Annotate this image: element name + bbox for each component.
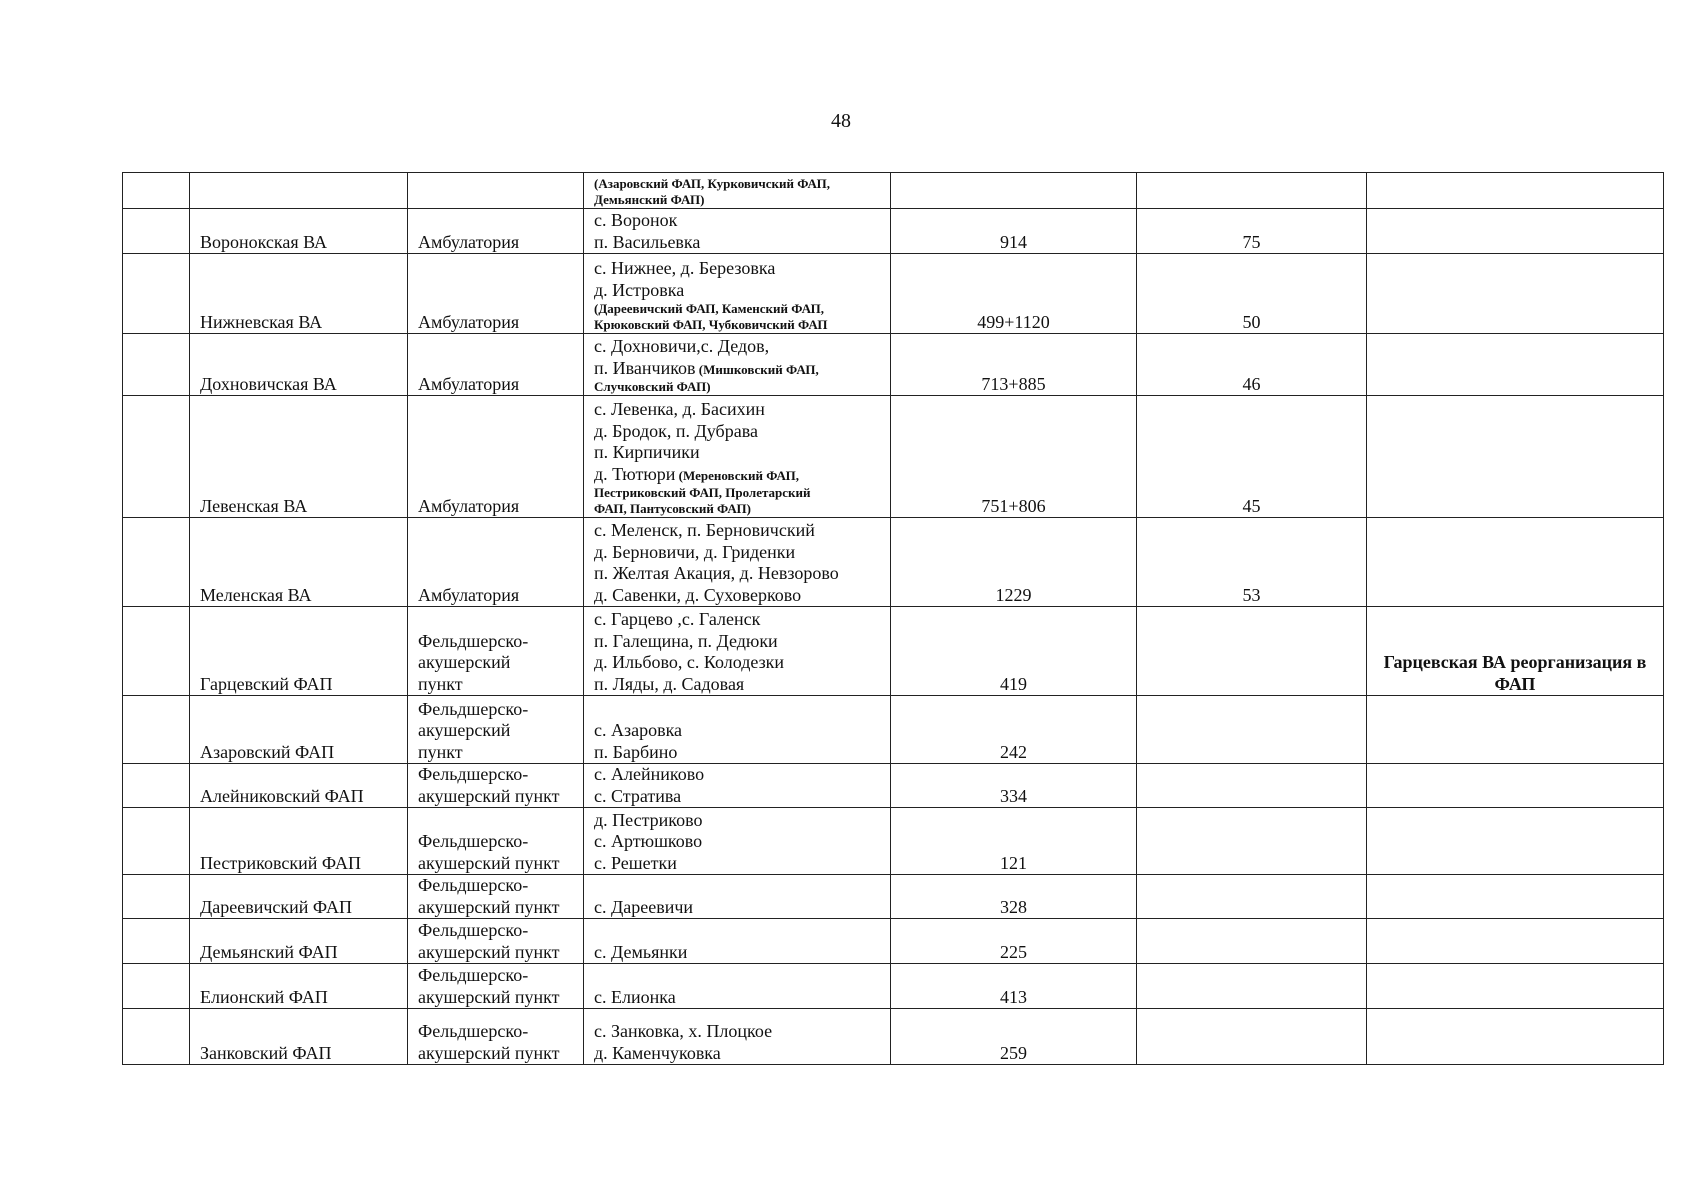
settlement-line: д. Савенки, д. Суховерково [594,584,802,605]
number-cell [123,964,190,1009]
number-cell [123,254,190,334]
settlement-line: с. Азаровка [594,720,683,740]
staff-cell [1137,875,1367,919]
settlement-line: с. Демьянки [594,941,688,962]
facility-type-cell: Амбулатория [408,396,584,518]
settlements-cell [584,696,891,764]
settlements-cell [584,396,891,518]
number-cell [123,607,190,696]
facility-name-cell: Меленская ВА [190,518,408,607]
staff-cell [1137,808,1367,875]
settlements-cell [584,808,891,875]
staff-cell: 46 [1137,334,1367,396]
number-cell [123,696,190,764]
population-cell: 121 [891,808,1137,875]
staff-cell [1137,764,1367,808]
settlement-line: с. Дареевичи [594,896,694,917]
population-cell: 1229 [891,518,1137,607]
settlements-cell [584,334,891,396]
settlement-line: с. Елионка [594,986,676,1007]
facility-type-cell: Фельдшерско- акушерский пункт [408,1009,584,1065]
reorganization-note: Гарцевская ВА реорганизация в ФАП [1383,652,1647,694]
settlements-cell [584,875,891,919]
note-cell [1367,396,1664,518]
population-cell [891,173,1137,209]
facility-type-cell: Амбулатория [408,518,584,607]
table-row [123,919,1664,964]
table-row [123,696,1664,764]
settlement-line: с. Занковка, х. Плоцкое [594,1021,773,1041]
staff-cell: 75 [1137,209,1367,254]
number-cell [123,518,190,607]
note-cell [1367,607,1664,696]
note-cell [1367,875,1664,919]
population-cell: 499+1120 [891,254,1137,334]
table-row [123,1009,1664,1065]
settlement-line: с. Алейниково [594,764,705,784]
table-row [123,607,1664,696]
staff-cell [1137,607,1367,696]
attached-fap-note: Пестриковский ФАП, Пролетарский ФАП, Пантусовский ФАП) [594,485,811,516]
settlements-cell [584,518,891,607]
settlement-line: п. Барбино [594,741,678,762]
settlement-line: д. Каменчуковка [594,1042,721,1063]
settlements-cell [584,764,891,808]
settlement-line: с. Стратива [594,785,682,806]
table-row [123,764,1664,808]
table-row [123,808,1664,875]
settlement-line: д. Бродок, п. Дубрава [594,420,758,441]
table-row [123,209,1664,254]
table-row [123,518,1664,607]
number-cell [123,209,190,254]
note-cell [1367,209,1664,254]
settlement-inline: п. Иванчиков [594,357,696,378]
settlements-cell [584,173,891,209]
note-cell [1367,696,1664,764]
note-cell [1367,254,1664,334]
settlement-line: д. Пестриково [594,809,703,830]
number-cell [123,919,190,964]
staff-cell [1137,919,1367,964]
population-cell: 259 [891,1009,1137,1065]
note-cell [1367,808,1664,875]
note-cell [1367,964,1664,1009]
number-cell [123,396,190,518]
population-cell: 419 [891,607,1137,696]
population-cell: 242 [891,696,1137,764]
note-cell [1367,1009,1664,1065]
facility-name-cell: Воронокская ВА [190,209,408,254]
facilities-table [122,172,1664,1065]
settlement-line: п. Васильевка [594,231,701,252]
staff-cell [1137,1009,1367,1065]
population-cell: 914 [891,209,1137,254]
number-cell [123,173,190,209]
settlements-cell [584,919,891,964]
staff-cell: 45 [1137,396,1367,518]
table-row [123,875,1664,919]
facility-name-cell: Пестриковский ФАП [190,808,408,875]
number-cell [123,764,190,808]
settlement-inline: д. Тютюри [594,463,676,484]
settlement-line [594,358,880,380]
facility-name-cell: Дохновичская ВА [190,334,408,396]
facility-type-cell: Амбулатория [408,254,584,334]
settlement-line: с. Решетки [594,852,677,873]
settlement-line: с. Меленск, п. Берновичский [594,520,815,540]
population-cell: 328 [891,875,1137,919]
settlement-line: п. Желтая Акация, д. Невзорово [594,563,839,583]
settlement-line: с. Нижнее, д. Березовка [594,258,776,278]
note-cell [1367,764,1664,808]
facility-name-cell: Гарцевский ФАП [190,607,408,696]
population-cell: 413 [891,964,1137,1009]
staff-cell: 50 [1137,254,1367,334]
facility-name-cell: Демьянский ФАП [190,919,408,964]
note-cell [1367,919,1664,964]
attached-fap-inline: (Мишковский ФАП, [695,361,819,377]
table-row [123,964,1664,1009]
settlements-cell [584,1009,891,1065]
facility-name-cell: Алейниковский ФАП [190,764,408,808]
attached-fap-note: (Дареевичский ФАП, Каменский ФАП, Крюковский ФАП, Чубковичский ФАП [594,301,828,332]
facility-type-cell: Фельдшерско- акушерский пункт [408,764,584,808]
settlements-cell [584,964,891,1009]
staff-cell [1137,964,1367,1009]
number-cell [123,875,190,919]
table-row [123,173,1664,209]
facility-name-cell [190,173,408,209]
population-cell: 225 [891,919,1137,964]
attached-fap-inline: (Мереновский ФАП, [675,467,799,483]
attached-fap-note: (Азаровский ФАП, Курковичский ФАП, Демьянский ФАП) [594,176,830,207]
settlement-line: с. Воронок [594,210,678,230]
settlement-line: п. Ляды, д. Садовая [594,673,745,694]
settlement-line [594,464,880,486]
facility-type-cell: Фельдшерско- акушерский пункт [408,696,584,764]
facility-type-cell: Амбулатория [408,334,584,396]
settlement-line: с. Дохновичи,с. Дедов, [594,336,770,356]
table-row [123,396,1664,518]
staff-cell: 53 [1137,518,1367,607]
facility-name-cell: Елионский ФАП [190,964,408,1009]
note-cell [1367,334,1664,396]
facility-name-cell: Дареевичский ФАП [190,875,408,919]
facility-type-cell [408,173,584,209]
staff-cell [1137,173,1367,209]
number-cell [123,1009,190,1065]
facility-name-cell: Нижневская ВА [190,254,408,334]
settlements-cell [584,607,891,696]
settlements-cell [584,254,891,334]
population-cell: 334 [891,764,1137,808]
population-cell: 751+806 [891,396,1137,518]
number-cell [123,334,190,396]
note-cell [1367,173,1664,209]
facility-type-cell: Фельдшерско- акушерский пункт [408,875,584,919]
settlement-line: д. Берновичи, д. Гриденки [594,541,796,562]
facility-type-cell: Фельдшерско- акушерский пункт [408,919,584,964]
settlement-line: д. Истровка [594,279,685,300]
facility-type-cell: Фельдшерско- акушерский пункт [408,808,584,875]
facility-type-cell: Амбулатория [408,209,584,254]
facility-type-cell: Фельдшерско- акушерский пункт [408,607,584,696]
staff-cell [1137,696,1367,764]
number-cell [123,808,190,875]
settlement-line: п. Кирпичики [594,442,700,462]
settlements-cell [584,209,891,254]
settlement-line: с. Артюшково [594,831,703,851]
settlement-line: п. Галещина, п. Дедюки [594,630,778,651]
page-number: 48 [831,110,851,132]
facility-type-cell: Фельдшерско- акушерский пункт [408,964,584,1009]
facility-name-cell: Азаровский ФАП [190,696,408,764]
settlement-line: с. Левенка, д. Басихин [594,399,765,419]
facility-name-cell: Левенская ВА [190,396,408,518]
population-cell: 713+885 [891,334,1137,396]
settlement-line: д. Ильбово, с. Колодезки [594,652,785,672]
settlement-line: с. Гарцево ,с. Галенск [594,609,761,629]
note-cell [1367,518,1664,607]
facility-name-cell: Занковский ФАП [190,1009,408,1065]
table-row [123,334,1664,396]
attached-fap-note: Случковский ФАП) [594,379,711,394]
table-row [123,254,1664,334]
